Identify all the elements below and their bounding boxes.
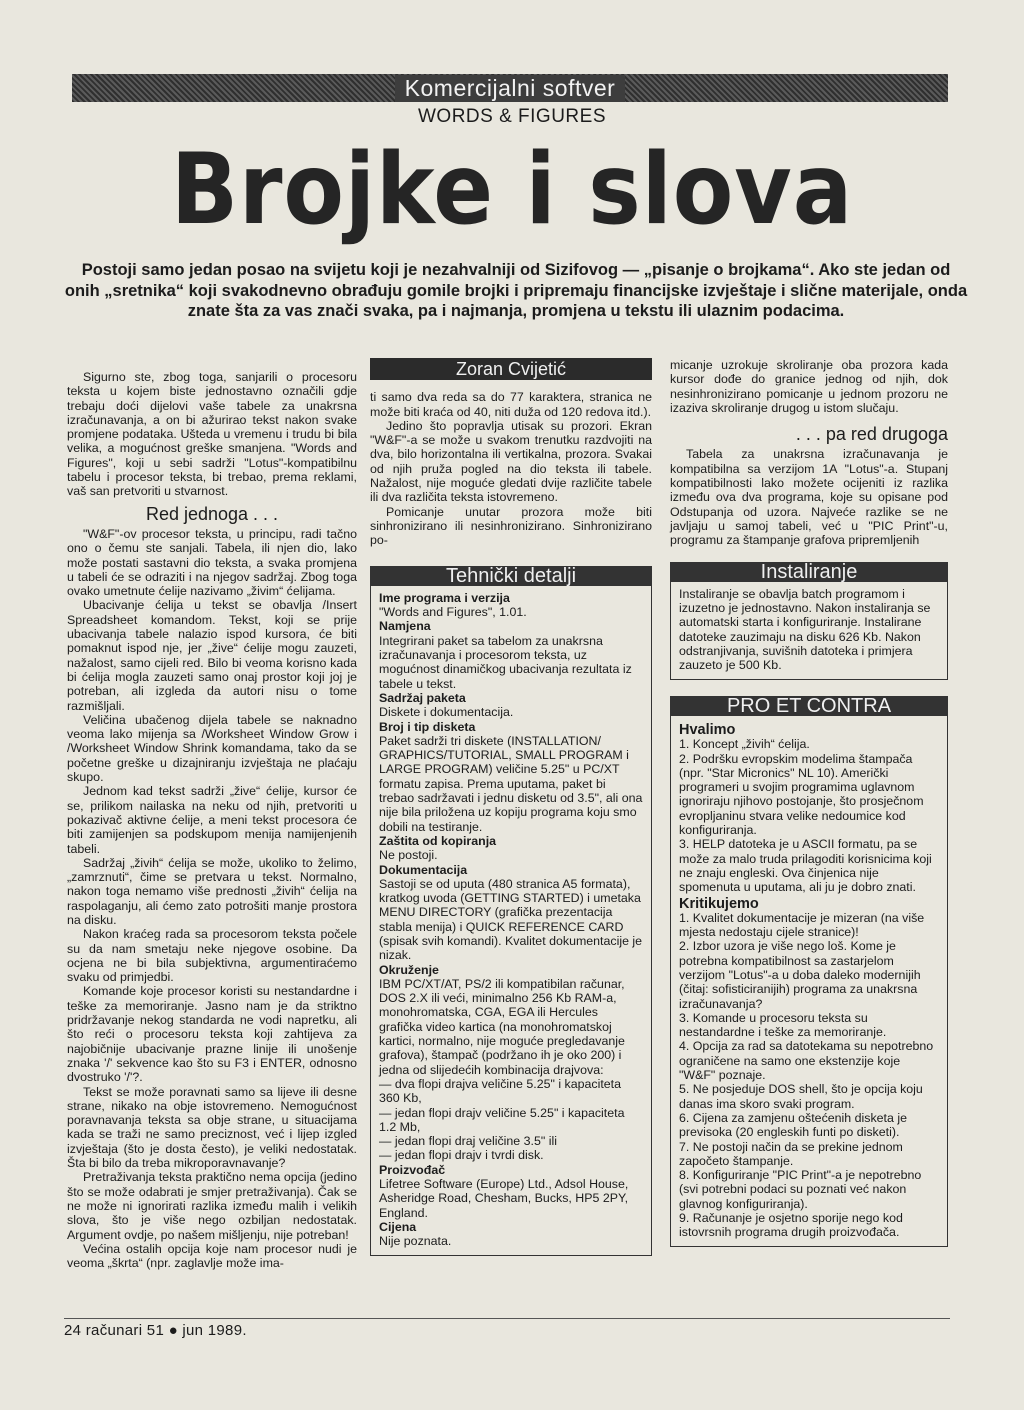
tech-label: Namjena	[379, 619, 431, 634]
critique-heading: Kritikujemo	[679, 895, 759, 912]
tech-label: Proizvođač	[379, 1162, 446, 1177]
paragraph: Tabela za unakrsna izračunavanja je kompatibilna sa verzijom 1A "Lotus"-a. Stupanj kompatibilnosti lako možete ocijeniti iz razlika između ova dva programa, koje su opisane pod Odstupanja od uzora. Najveće razlike se ne javljaju u samoj tabeli, već u "PIC Print"-u, programu za štampanje grafova pripremljenih	[670, 447, 948, 548]
tech-value: "Words and Figures", 1.01.	[379, 605, 527, 620]
list-item: 7. Ne postoji način da se prekine jednom započeto štampanje.	[679, 1139, 903, 1168]
section-heading: . . . pa red drugoga	[795, 424, 948, 445]
tech-value: Integrirani paket sa tabelom za unakrsna izračunavanja i procesorom teksta, uz mogućnost dinamičkog ubacivanja rezultata iz tabele u tekst.	[379, 633, 632, 691]
page-footer: 24 računari 51 ● jun 1989.	[64, 1322, 247, 1339]
tech-details-body	[371, 586, 651, 1255]
paragraph: Ubacivanje ćelija u tekst se obavlja /Insert Spreadsheet komandom. Tekst, koji se prije ubacivanja tabele nalazio ispod kursora, će biti pomaknut ispod nje, jer „žive“ ćelije mogu zauzeti, nažalost, samo cijeli red. Bilo bi veoma korisno kada bi ćelija mogla zauzeti samo onaj prostor koji joj je potreban, ali izgleda da autori nisu o tome razmišljali.	[67, 598, 357, 713]
tech-details-title: Tehnički detalji	[371, 567, 651, 586]
paragraph: Jedino što popravlja utisak su prozori. Ekran "W&F"-a se može u svakom trenutku razdvojiti na dva, bilo horizontalna ili vertikalna, prozora. Svakai od njih pruža pogled na dio teksta ili tabele. Nažalost, nije moguće gledati dvije različite tabele ili dva različita teksta istovremeno.	[370, 418, 652, 505]
footer-rule	[64, 1318, 950, 1319]
critique-list	[679, 911, 939, 1240]
paragraph: ti samo dva reda sa do 77 karaktera, stranica ne može biti kraća od 40, niti duža od 120 redova itd.).	[370, 390, 652, 419]
install-body	[671, 582, 947, 679]
install-title: Instaliranje	[671, 563, 947, 582]
column-1	[67, 370, 357, 1270]
article-title: Brojke i slova	[170, 133, 854, 247]
list-item: 3. HELP datoteka je u ASCII formatu, pa se može za malo truda prilagoditi korisnicima koji ne znaju engleski. Ova činjenica nije spomenuta u uputama, ali ju je dobro znati.	[679, 837, 932, 895]
tech-label: Sadržaj paketa	[379, 690, 466, 705]
list-item: 1. Koncept „živih“ ćelija.	[679, 737, 810, 752]
tech-label: Ime programa i verzija	[379, 590, 510, 605]
paragraph: Jednom kad tekst sadrži „žive“ ćelije, kursor će se, prilikom nailaska na neku od njih, pretvoriti u pokazivač aktivne ćelije, a meni tekst procesora će biti zamijenjen sa podskupom menija namijenjenih tabeli.	[67, 784, 357, 856]
tech-value: — dva flopi drajva veličine 5.25" i kapaciteta 360 Kb,	[379, 1076, 622, 1106]
tech-value: Paket sadrži tri diskete (INSTALLATION/ GRAPHICS/TUTORIAL, SMALL PROGRAM i LARGE PROGRAM) veličine 5.25" u PC/XT formatu zapisa. Prema uputama, paket bi trebao sadržavati i jednu disketu od 3.5", ali ona nije bila priložena uz kopiju programa koju smo dobili na testiranje.	[379, 733, 643, 834]
tech-label: Cijena	[379, 1219, 417, 1234]
tech-value: Diskete i dokumentacija.	[379, 705, 514, 720]
author-box: Zoran Cvijetić	[370, 358, 652, 380]
lead-paragraph: Postoji samo jedan posao na svijetu koji je nezahvalniji od Sizifovog — „pisanje o brojkama“. Ako ste jedan od onih „sretnika“ koji svakodnevno obrađuju gomile brojki i pripremaju financijske izvještaje i slične materijale, onda znate šta za vas znači svaka, pa i najmanja, promjena u tekstu ili ulaznim podacima.	[64, 261, 968, 320]
paragraph: Pretraživanja teksta praktično nema opcija (jedino što se može odabrati je smjer pretraživanja). Čak se ne može ni ignorirati razlika između malih i velikih slova, što je više nego ozbiljan nedostatak. Argument ovdje, po našem mišljenju, nije potreban!	[67, 1170, 357, 1242]
paragraph: Veličina ubačenog dijela tabele se naknadno veoma lako mijenja sa /Worksheet Window Grow i /Worksheet Window Shrink komandama, tako da se početne greške u dizajniranju izvještaja ne plaćaju skupo.	[67, 712, 357, 785]
tech-value: Ne postoji.	[379, 848, 438, 863]
paragraph: Komande koje procesor koristi su nestandardne i teške za memoriranje. Jasno nam je da striktno pridržavanje nekog standarda ne vodi napretku, ali što reći o procesoru teksta koji zahtijeva za najobičnije ubacivanje prazne linije ili unošenje znaka '/' sekvence kao što su F3 i ENTER, odnosno dvostruko '/'?.	[67, 984, 357, 1085]
list-item: 8. Konfiguriranje "PIC Print"-a je nepotrebno (svi potrebni podaci su poznati već nakon glavnog konfiguriranja).	[679, 1168, 922, 1211]
list-item: 2. Izbor uzora je više nego loš. Kome je potrebna kompatibilnost sa zastarjelom verzijom "Lotus"-a u doba daleko modernijih (čitaj: sofisticiranijih) programa za unakrsna izračunavanja?	[679, 939, 921, 1011]
list-item: 1. Kvalitet dokumentacije je mizeran (na više mjesta nedostaju cijele stranice)!	[679, 910, 925, 940]
tech-value: Lifetree Software (Europe) Ltd., Adsol House, Asheridge Road, Chesham, Bucks, HP5 2PY, England.	[379, 1177, 629, 1220]
praise-list	[679, 737, 939, 894]
pro-contra-title: PRO ET CONTRA	[671, 697, 947, 716]
tech-details-box	[370, 566, 652, 1256]
paragraph: Sadržaj „živih“ ćelija se može, ukoliko to želimo, „zamrznuti“, čime se pretvara u tekst. Normalno, nakon toga nemamo više prednosti „živih“ ćelija na raspolaganju, ali ćemo zato potrošiti manje prostora na disku.	[67, 855, 357, 927]
tech-value: — jedan flopi drajv i tvrdi disk.	[379, 1148, 544, 1163]
tech-value: Nije poznata.	[379, 1234, 452, 1249]
list-item: 2. Podršku evropskim modelima štampača (npr. "Star Micronics" NL 10). Američki programeri u svojim programima uglavnom ignoriraju njihovo postojanje, što prosječnom evropljaninu stvara velike nedoumice kod konfiguriranja.	[679, 751, 924, 838]
column-2	[370, 358, 652, 1256]
install-box	[670, 562, 948, 680]
tech-value: — jedan flopi drajv veličine 5.25" i kapaciteta 1.2 Mb,	[379, 1105, 625, 1134]
list-item: 3. Komande u procesoru teksta su nestandardne i teške za memoriranje.	[679, 1010, 887, 1040]
section-heading: Red jednoga . . .	[145, 503, 279, 524]
tech-label: Okruženje	[379, 962, 439, 977]
tech-label: Broj i tip disketa	[379, 719, 476, 734]
paragraph: Nakon kraćeg rada sa procesorom teksta počele su da nam smetaju neke njegove osobine. Da ocjena ne bi bila subjektivna, argumentiraćemo svaku od primjedbi.	[67, 927, 357, 985]
paragraph: Većina ostalih opcija koje nam procesor nudi je veoma „škrta“ (npr. zaglavlje može ima-	[67, 1241, 357, 1271]
column-3	[670, 358, 948, 1247]
list-item: 5. Ne posjeduje DOS shell, što je opcija koju danas ima skoro svaki program.	[679, 1082, 923, 1111]
section-banner	[72, 74, 948, 102]
list-item: 6. Cijena za zamjenu oštećenih disketa je previsoka (20 engleskih funti po disketi).	[679, 1110, 907, 1140]
praise-heading: Hvalimo	[679, 721, 736, 738]
paragraph: Pomicanje unutar prozora može biti sinhronizirano ili nesinhronizirano. Sinhronizirano po-	[370, 504, 652, 548]
tech-value: Sastoji se od uputa (480 stranica A5 formata), kratkog uvoda (GETTING STARTED) i umetaka MENU DIRECTORY (grafička prezentacija stabla menija) i QUICK REFERENCE CARD (spisak svih komandi). Kvalitet dokumentacije je nizak.	[379, 876, 643, 963]
list-item: 4. Opcija za rad sa datotekama su nepotrebno ograničene na samo one ekstenzije koje "W&F" poznaje.	[679, 1039, 934, 1083]
tech-value: — jedan flopi draj veličine 3.5" ili	[379, 1134, 557, 1149]
paragraph: micanje uzrokuje skroliranje oba prozora kada kursor dođe do granice jednog od njih, dok nesinhronizirano pomicanje u jednom prozoru ne izaziva skroliranje drugog u istom slučaju.	[670, 358, 948, 415]
tech-label: Dokumentacija	[379, 862, 468, 877]
tech-value: IBM PC/XT/AT, PS/2 ili kompatibilan računar, DOS 2.X ili veći, minimalno 256 Kb RAM-a, monohromatska, CGA, EGA ili Hercules grafička video kartica (na monohromatskoj kartici, normalno, nije moguće pregledavanje grafova), štampač (podržano ih je oko 200) i jedna od slijedećih kombinacija drajvova:	[379, 976, 625, 1077]
paragraph: Tekst se može poravnati samo sa lijeve ili desne strane, nikako na obje istovremeno. Nemogućnost poravnavanja teksta sa obje strane, u situacijama kada se traži ne samo preciznost, već i lijep izgled izvještaja (što je dosta često), je veliki nedostatak. Šta bi bilo da treba mikroporavnavanje?	[67, 1084, 357, 1171]
section-label: Komercijalni softver	[395, 75, 626, 102]
product-subtitle: WORDS & FIGURES	[417, 106, 606, 127]
tech-label: Zaštita od kopiranja	[379, 833, 497, 848]
install-text: Instaliranje se obavlja batch programom i izuzetno je jednostavno. Nakon instaliranja se automatski starta i konfiguriranje. Instalirane datoteke zauzimaju na disku 626 Kb. Nakon odstranjivanja, suvišnih datoteka i primjera zauzeto je 500 Kb.	[679, 586, 931, 673]
paragraph: Sigurno ste, zbog toga, sanjarili o procesoru teksta u kojem biste jednostavno označili gdje trebaju doći dijelovi vaše tabele za unakrsna izračunavanja, a on bi ažurirao tekst nakon svake promjene podataka. Ušteda u vremenu i trudu bi bila velika, a mogućnost greške smanjena. "Words and Figures", koji u sebi sadrži "Lotus"-kompatibilnu tabelu i procesor teksta, bi trebao, prema reklami, vaš san pretvoriti u stvarnost.	[67, 370, 357, 499]
paragraph: "W&F"-ov procesor teksta, u principu, radi tačno ono o čemu ste sanjali. Tabela, ili njen dio, lako može postati sastavni dio teksta, a svaka promjena u tabeli će se odraziti i na njegov sadržaj. Zbog toga ovako umetnute ćelije nazivamo „živim“ ćelijama.	[67, 526, 357, 599]
pro-contra-body	[671, 716, 947, 1246]
list-item: 9. Računanje je osjetno sporije nego kod istovrsnih programa drugih proizvođača.	[679, 1211, 903, 1240]
pro-contra-box	[670, 696, 948, 1247]
